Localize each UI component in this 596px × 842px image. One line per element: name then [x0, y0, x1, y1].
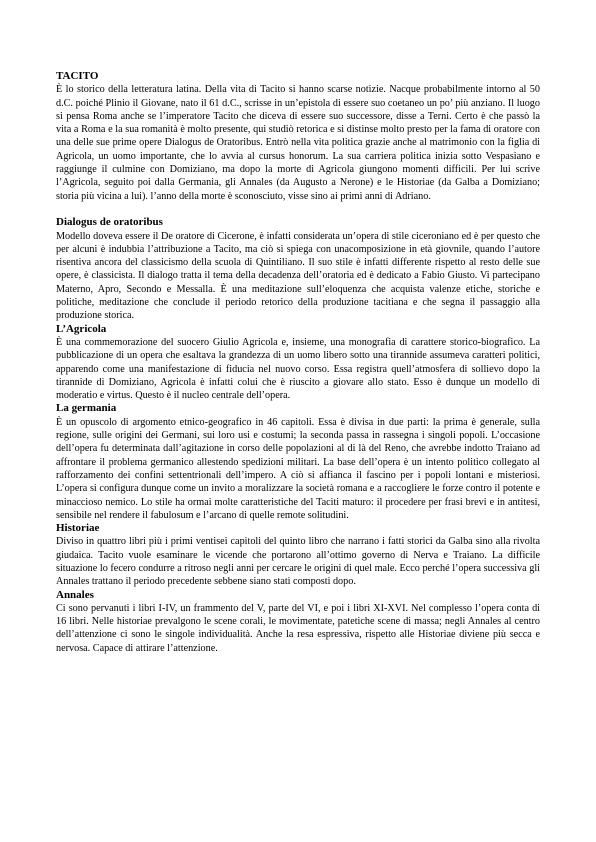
section-heading: L’Agricola	[56, 322, 107, 335]
section-heading: Dialogus de oratoribus	[56, 216, 163, 229]
section-heading: Historiae	[56, 522, 100, 535]
section-paragraph: È lo storico della letteratura latina. Della vita di Tacito si hanno scarse notizie. Nacque probabilmente intorno al 50 d.C. poiché Plinio il Giovane, nato il 61 d.C., scrisse in un’epistola di essere suo coetaneo un po’ più anziano. Il luogo si pensa Roma anche se l’imperatore Tacito che diceva di essere suo successore, disse a Terni. Certo è che passò la vita a Roma e la sua romanità è molto presente, qui studiò retorica e si distinse molto presto per la fama di oratore con una delle sue prime opere Dialogus de Oratoribus. Entrò nella vita politica grazie anche al matrimonio con la figlia di Agricola, un uomo importante, che lo avvia al cursus honorum. La sua carriera politica inizia sotto Vespasiano e raggiunge il culmine con Domiziano, ma dopo la morte di Agricola giungono momenti difficili. Per lui scrive l’Agricola, seguito poi dalla Germania, gli Annales (da Augusto a Nerone) e le Historiae (da Galba a Domiziano; storia più vicina a lui). l’anno della morte è sconosciuto, visse sino ai primi anni di Adriano.	[56, 84, 540, 202]
section-paragraph: Modello doveva essere il De oratore di Cicerone, è infatti considerata un’opera di stile ciceroniano ed è per questo che per alcuni è indubbia l’attribuzione a Tacito, ma ciò si spiega con unacomposizione in età giovnile, quando l’autore risentiva ancora del classicismo della scuola di Quintiliano. Il suo stile è infatti differente rispetto al resto delle sue opere, è classicista. Il dialogo tratta il tema della decadenza dell’oratoria ed è dedicato a Fabio Giusto. Vi partecipano Materno, Apro, Secondo e Messalla. È una meditazione sull’eloquenza che acquista valenze etiche, storiche e politiche, meditazione che conclude il periodo retorico della produzione tacitiana e che segna il passaggio alla produzione storica.	[56, 230, 540, 322]
section-paragraph: È una commemorazione del suocero Giulio Agricola e, insieme, una monografia di carattere storico-biografico. La pubblicazione di un opera che esaltava la grandezza di un uomo libero sotto una tirannide assumeva caratteri politici, apparendo come una manifestazione di fiducia nel nuovo corso. Essa registra quell’atmosfera di sollievo dopo la tirannide di Domiziano, Agricola è infatti colui che è riuscito a giovare allo stato. Esso è dunque un modello di moderatio e virtus. Questo è il nucleo centrale dell’opera.	[56, 336, 540, 402]
section-dialogus	[56, 216, 540, 322]
section-paragraph: È un opuscolo di argomento etnico-geografico in 46 capitoli. Essa è divisa in due parti: la prima è generale, sulla regione, sulle origini dei Germani, sui loro usi e costumi; la seconda passa in rassegna i singoli popoli. L’occasione dell’opera fu determinata dall’agitazione in corso delle popolazioni al di là del Reno, che avrebbe indotto Traiano ad affrontare il problema germanico allestendo spedizioni militari. La base dell’opera è un intento politico collegato al rafforzamento dei confini settentrionali dell’impero. A ciò si affianca il fascino per i popoli lontani e misteriosi. L’opera si configura dunque come un invito a moralizzare la società romana e a raccogliere le forze contro il potente e minaccioso nemico. Lo stile ha ormai molte caratteristiche del Taciti maturo: il procedere per frasi brevi e in antitesi, sensibile nel rendere il fabulosum e l’arcano di quelle remote solitudini.	[56, 416, 540, 521]
section-agricola	[56, 323, 540, 403]
section-germania	[56, 402, 540, 522]
section-paragraph: Ci sono pervanuti i libri I-IV, un frammento del V, parte del VI, e poi i libri XI-XVI. Nel complesso l’opera conta di 16 libri. Nelle historiae prevalgono le scene corali, le movimentate, patetiche scene di massa; negli Annales al centro dell’attenzione ci sono le singole individualità. Anche la resa espressiva, rispetto alle Historiae diviene più secca e nervosa. Capace di attirare l’attenzione.	[56, 602, 540, 654]
section-heading: Annales	[56, 588, 94, 601]
section-paragraph: Diviso in quattro libri più i primi ventisei capitoli del quinto libro che narrano i fatti storici da Galba sino alla rivolta giudaica. Tacito vuole esaminare le vicende che portarono all’ottimo governo di Nerva e Traiano. La difficile situazione lo fecero condurre a ritroso negli anni per cercare le origini di quel male. Ecco perché l’opera successiva gli Annales trattano il periodo precedente sebbene siano stati composti dopo.	[56, 536, 540, 588]
section-tacito	[56, 70, 540, 203]
section-historiae	[56, 522, 540, 588]
section-annales	[56, 589, 540, 655]
section-heading: La germania	[56, 402, 117, 415]
section-heading: TACITO	[56, 70, 99, 82]
paragraph-gap	[56, 203, 540, 216]
